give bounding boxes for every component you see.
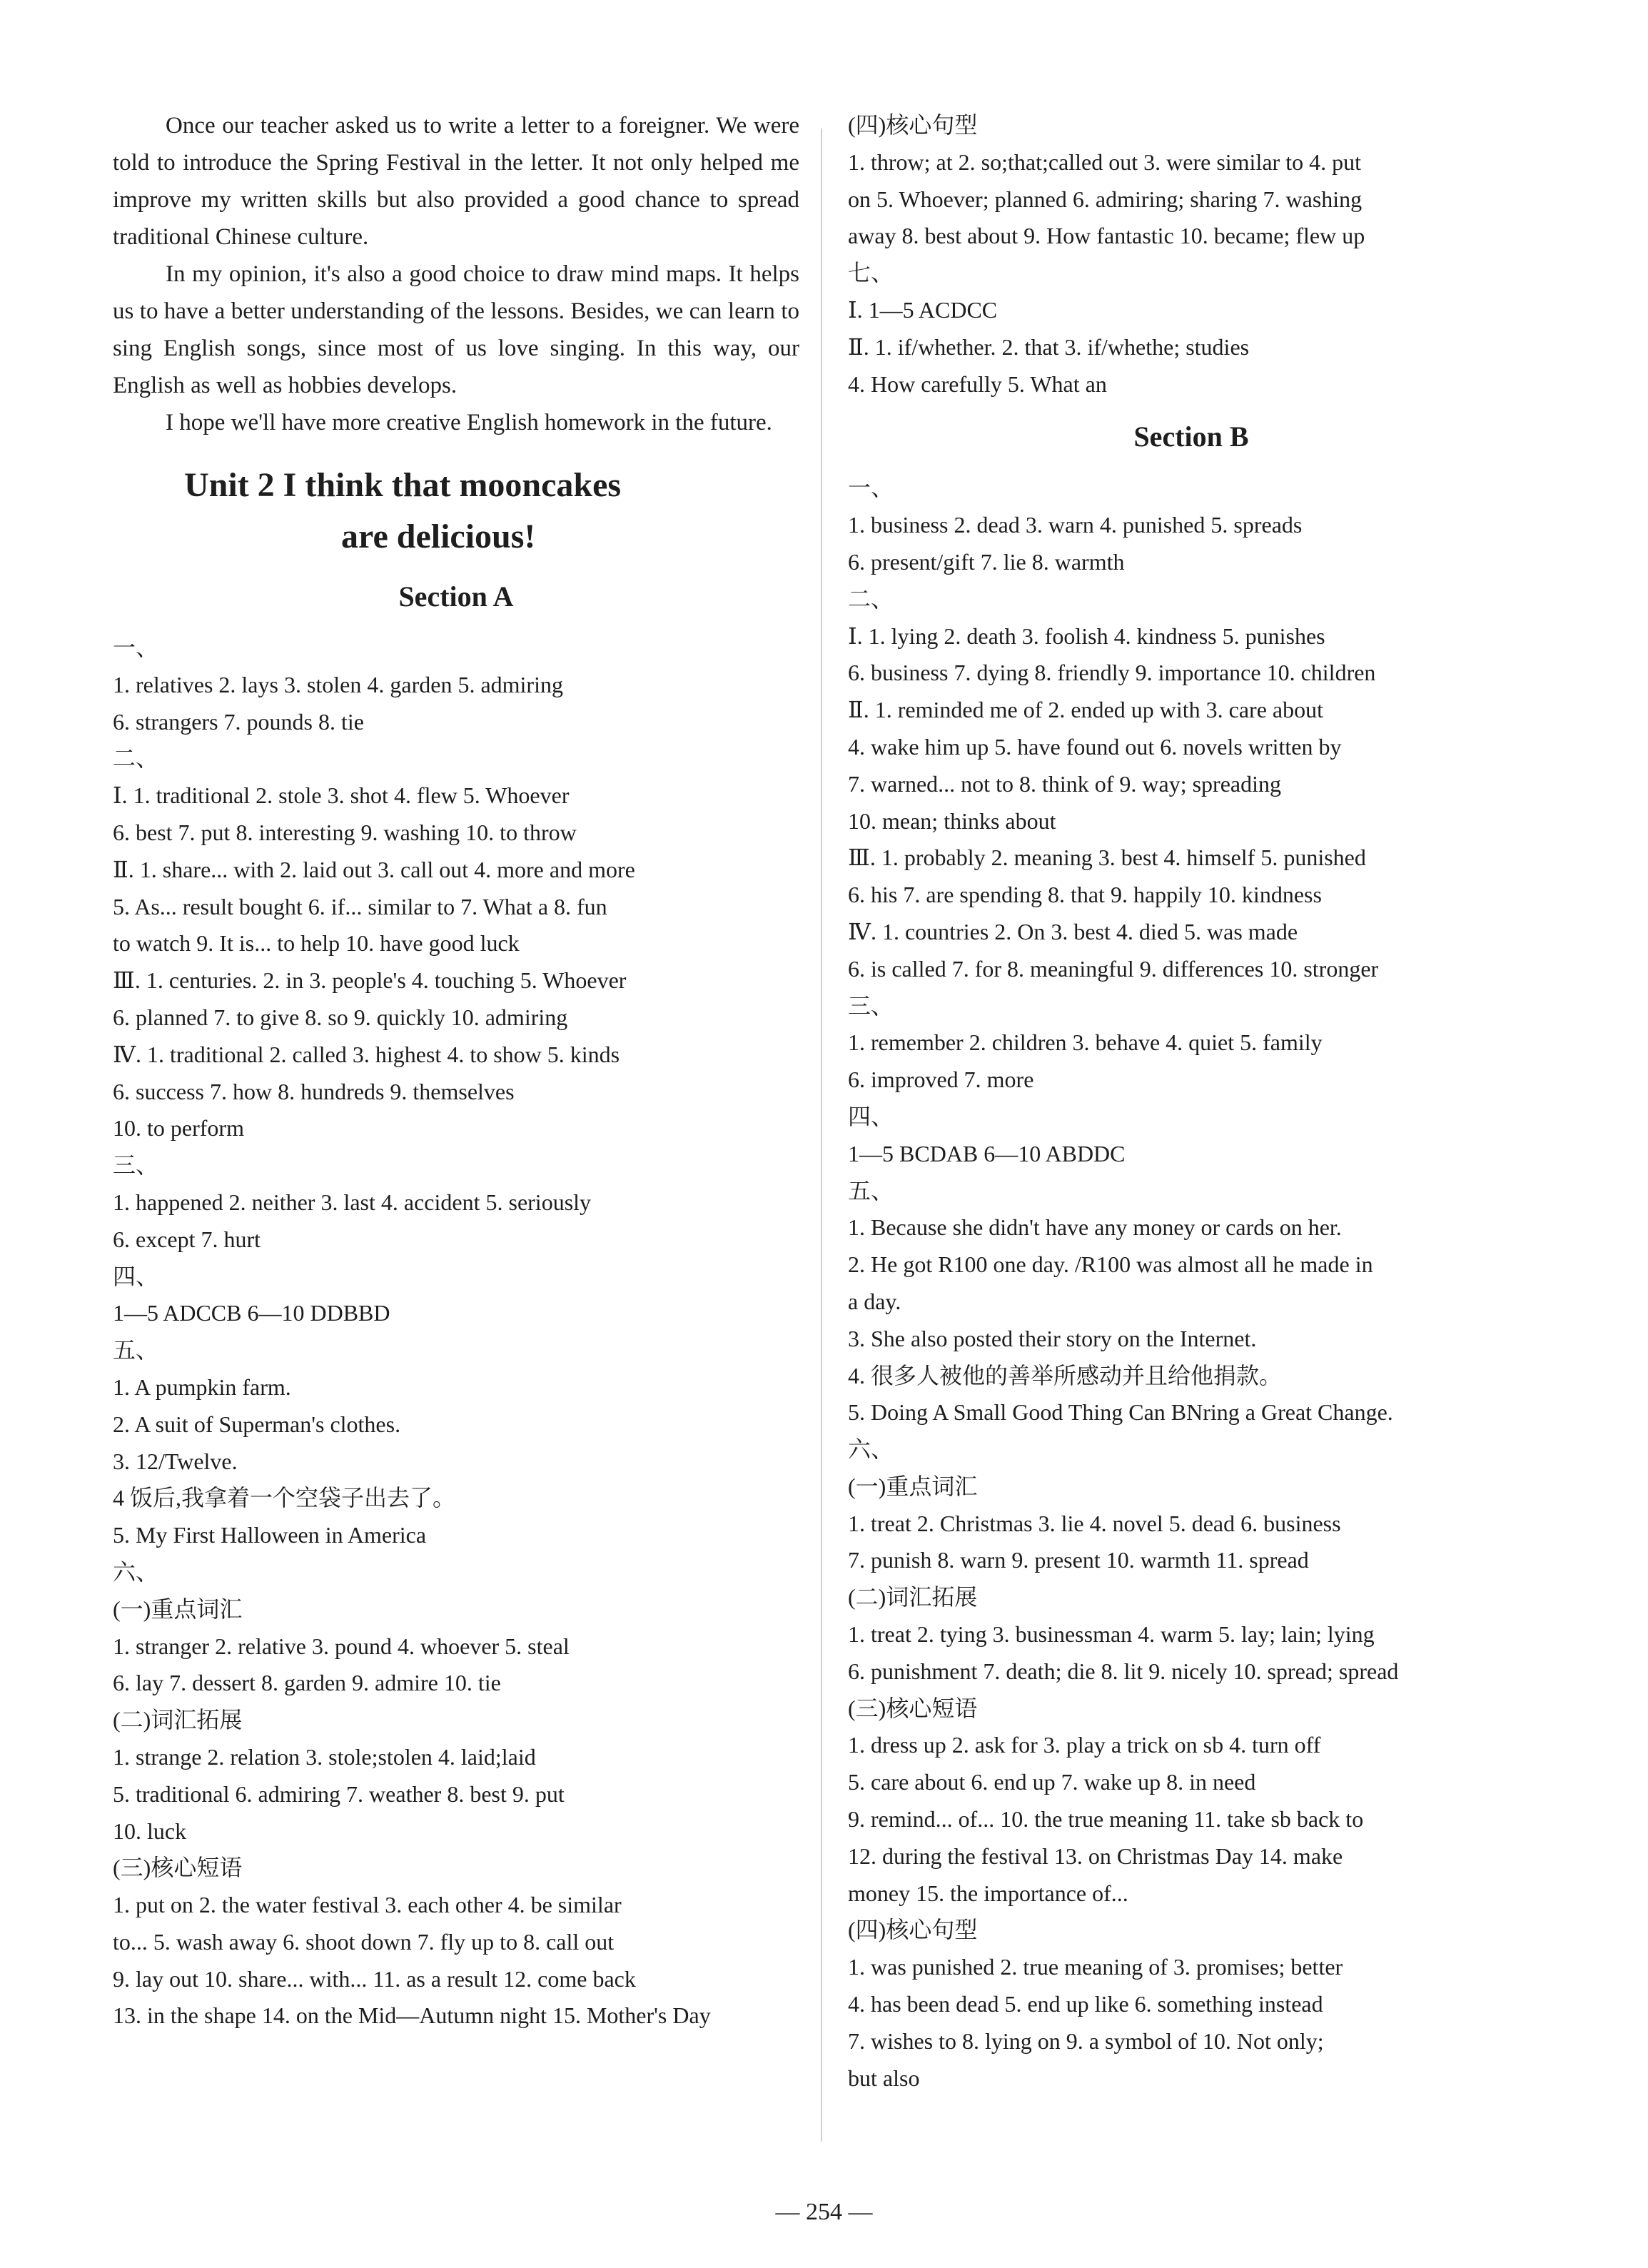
answer-line: (一)重点词汇 bbox=[113, 1596, 243, 1622]
unit-title-line-1: Unit 2 I think that mooncakes bbox=[184, 466, 622, 504]
answer-line: Ⅱ. 1. if/whether. 2. that 3. if/whethe; studies bbox=[848, 333, 1250, 360]
answer-line: 9. remind... of... 10. the true meaning 11. take sb back to bbox=[848, 1806, 1364, 1833]
answer-line: Ⅱ. 1. share... with 2. laid out 3. call out 4. more and more bbox=[113, 856, 635, 882]
answer-line: 三、 bbox=[848, 992, 894, 1019]
answer-line: money 15. the importance of... bbox=[848, 1880, 1128, 1906]
answer-line: 5. care about 6. end up 7. wake up 8. in need bbox=[848, 1769, 1256, 1795]
answer-line: 10. mean; thinks about bbox=[848, 807, 1056, 834]
intro-essay bbox=[113, 107, 799, 441]
answer-line: 9. lay out 10. share... with... 11. as a result 12. come back bbox=[113, 1965, 636, 1992]
answer-line: (一)重点词汇 bbox=[848, 1473, 978, 1499]
answer-line: 1. throw; at 2. so;that;called out 3. were similar to 4. put bbox=[848, 148, 1361, 175]
answer-line: 5. As... result bought 6. if... similar to 7. What a 8. fun bbox=[113, 893, 607, 919]
answer-line: 13. in the shape 14. on the Mid—Autumn night 15. Mother's Day bbox=[113, 2002, 711, 2029]
answer-line: 1. treat 2. Christmas 3. lie 4. novel 5. dead 6. business bbox=[848, 1510, 1341, 1536]
answer-line: 5. traditional 6. admiring 7. weather 8. best 9. put bbox=[113, 1780, 565, 1807]
answer-line: 6. business 7. dying 8. friendly 9. importance 10. children bbox=[848, 660, 1376, 686]
answer-line: 7. warned... not to 8. think of 9. way; spreading bbox=[848, 770, 1281, 797]
answer-line: 二、 bbox=[113, 745, 159, 772]
answer-line: 六、 bbox=[848, 1436, 894, 1463]
answer-line: 四、 bbox=[848, 1103, 894, 1129]
answer-line: Ⅰ. 1. lying 2. death 3. foolish 4. kindness 5. punishes bbox=[848, 623, 1325, 649]
answer-line: 1. happened 2. neither 3. last 4. accident 5. seriously bbox=[113, 1189, 592, 1215]
answer-line: Ⅰ. 1. traditional 2. stole 3. shot 4. flew 5. Whoever bbox=[113, 782, 570, 809]
answer-line: 10. to perform bbox=[113, 1115, 244, 1141]
unit-title bbox=[113, 460, 799, 563]
answer-line: (二)词汇拓展 bbox=[848, 1584, 978, 1611]
column-divider bbox=[821, 128, 822, 2142]
section-b-answers bbox=[848, 470, 1535, 2097]
essay-paragraph-3: I hope we'll have more creative English homework in the future. bbox=[166, 410, 772, 435]
answer-line: 五、 bbox=[848, 1177, 894, 1204]
answer-line: 6. strangers 7. pounds 8. tie bbox=[113, 708, 364, 735]
answer-line: Ⅰ. 1—5 ACDCC bbox=[848, 296, 998, 323]
answer-line: 1. Because she didn't have any money or cards on her. bbox=[848, 1214, 1342, 1241]
answer-line: 4. How carefully 5. What an bbox=[848, 371, 1107, 397]
answer-line: 6. lay 7. dessert 8. garden 9. admire 10. tie bbox=[113, 1670, 501, 1696]
answer-line: (四)核心句型 bbox=[848, 1917, 978, 1943]
answer-line: 1. remember 2. children 3. behave 4. quiet 5. family bbox=[848, 1029, 1323, 1056]
answer-line: 6. except 7. hurt bbox=[113, 1226, 261, 1252]
answer-line: 1. A pumpkin farm. bbox=[113, 1374, 291, 1400]
answer-line: 1. put on 2. the water festival 3. each other 4. be similar bbox=[113, 1892, 622, 1918]
answer-line: 6. best 7. put 8. interesting 9. washing 10. to throw bbox=[113, 819, 577, 845]
answer-line: (二)词汇拓展 bbox=[113, 1707, 243, 1733]
answer-line: 1. business 2. dead 3. warn 4. punished 5. spreads bbox=[848, 512, 1303, 538]
answer-line: 6. is called 7. for 8. meaningful 9. differences 10. stronger bbox=[848, 955, 1379, 982]
answer-line: but also bbox=[848, 2065, 920, 2091]
answer-line: 1. was punished 2. true meaning of 3. promises; better bbox=[848, 1954, 1343, 1980]
answer-line: on 5. Whoever; planned 6. admiring; sharing 7. washing bbox=[848, 186, 1363, 212]
answer-line: 2. He got R100 one day. /R100 was almost all he made in bbox=[848, 1251, 1373, 1278]
answer-line: 4. has been dead 5. end up like 6. something instead bbox=[848, 1991, 1323, 2017]
answer-line: 6. success 7. how 8. hundreds 9. themselves bbox=[113, 1078, 515, 1104]
answer-line: (三)核心短语 bbox=[113, 1855, 243, 1881]
answer-line: 4. 很多人被他的善举所感动并且给他捐款。 bbox=[848, 1362, 1283, 1388]
answer-line: (三)核心短语 bbox=[848, 1695, 978, 1721]
answer-line: 1—5 ADCCB 6—10 DDBBD bbox=[113, 1300, 390, 1326]
answer-line: 6. present/gift 7. lie 8. warmth bbox=[848, 548, 1125, 575]
unit-title-line-2: are delicious! bbox=[341, 518, 536, 555]
answer-line: 二、 bbox=[848, 585, 894, 612]
answer-line: Ⅱ. 1. reminded me of 2. ended up with 3. care about bbox=[848, 697, 1323, 723]
answer-line: 6. planned 7. to give 8. so 9. quickly 10. admiring bbox=[113, 1004, 568, 1030]
answer-line: 七、 bbox=[848, 260, 894, 286]
right-column bbox=[848, 107, 1535, 2097]
answer-line: a day. bbox=[848, 1288, 901, 1314]
answer-line: 6. his 7. are spending 8. that 9. happily 10. kindness bbox=[848, 882, 1322, 908]
answer-line: 五、 bbox=[113, 1337, 159, 1364]
answer-line: 1. treat 2. tying 3. businessman 4. warm 5. lay; lain; lying bbox=[848, 1621, 1375, 1648]
answer-line: 2. A suit of Superman's clothes. bbox=[113, 1411, 401, 1437]
answer-line: 一、 bbox=[113, 635, 159, 660]
answer-line: Ⅳ. 1. countries 2. On 3. best 4. died 5. was made bbox=[848, 918, 1298, 944]
answer-line: Ⅲ. 1. centuries. 2. in 3. people's 4. touching 5. Whoever bbox=[113, 967, 627, 994]
page-number: — 254 — bbox=[775, 2199, 873, 2225]
answer-line: 四、 bbox=[113, 1263, 159, 1289]
answer-line: 4 饭后,我拿着一个空袋子出去了。 bbox=[113, 1485, 456, 1511]
left-column bbox=[113, 107, 799, 2035]
answer-line: 三、 bbox=[113, 1152, 159, 1179]
section-a-title: Section A bbox=[398, 580, 514, 613]
answer-line: 1. stranger 2. relative 3. pound 4. whoever 5. steal bbox=[113, 1633, 570, 1659]
answer-line: 5. My First Halloween in America bbox=[113, 1522, 427, 1548]
answer-line: 一、 bbox=[848, 475, 894, 501]
answer-line: (四)核心句型 bbox=[848, 112, 978, 138]
answer-line: 10. luck bbox=[113, 1818, 187, 1844]
answer-line: 1. strange 2. relation 3. stole;stolen 4. laid;laid bbox=[113, 1743, 536, 1770]
answer-line: 12. during the festival 13. on Christmas Day 14. make bbox=[848, 1843, 1343, 1869]
answer-line: Ⅳ. 1. traditional 2. called 3. highest 4. to show 5. kinds bbox=[113, 1041, 620, 1067]
answer-line: 7. wishes to 8. lying on 9. a symbol of 10. Not only; bbox=[848, 2027, 1324, 2054]
answer-line: away 8. best about 9. How fantastic 10. became; flew up bbox=[848, 223, 1365, 249]
answer-line: 6. improved 7. more bbox=[848, 1067, 1034, 1093]
answer-line: 六、 bbox=[113, 1558, 159, 1585]
answer-line: 1. dress up 2. ask for 3. play a trick on sb 4. turn off bbox=[848, 1732, 1321, 1758]
answer-line: 1. relatives 2. lays 3. stolen 4. garden 5. admiring bbox=[113, 671, 563, 697]
section-b-title: Section B bbox=[1133, 420, 1249, 453]
section-a-answers bbox=[113, 630, 799, 2035]
essay-paragraph-1: Once our teacher asked us to write a letter to a foreigner. We were told to introduce the Spring Festival in the letter. It not only helped me improve my written skills but also provided a good chance to spread traditional Chinese culture. bbox=[113, 113, 799, 250]
answer-line: Ⅲ. 1. probably 2. meaning 3. best 4. himself 5. punished bbox=[848, 845, 1366, 871]
answer-line: 6. punishment 7. death; die 8. lit 9. nicely 10. spread; spread bbox=[848, 1658, 1399, 1684]
answer-line: 3. 12/Twelve. bbox=[113, 1448, 238, 1474]
essay-paragraph-2: In my opinion, it's also a good choice to draw mind maps. It helps us to have a better understanding of the lessons. Besides, we can learn to sing English songs, since most of us love singing. In this way, our English as well as hobbies develops. bbox=[113, 261, 799, 398]
answer-line: to... 5. wash away 6. shoot down 7. fly up to 8. call out bbox=[113, 1928, 615, 1955]
answer-line: to watch 9. It is... to help 10. have good luck bbox=[113, 930, 520, 957]
answer-line: 5. Doing A Small Good Thing Can BNring a Great Change. bbox=[848, 1399, 1393, 1426]
answer-line: 3. She also posted their story on the Internet. bbox=[848, 1325, 1257, 1351]
answer-line: 1—5 BCDAB 6—10 ABDDC bbox=[848, 1140, 1126, 1166]
section-a-continued-answers bbox=[848, 107, 1535, 403]
answer-line: 7. punish 8. warn 9. present 10. warmth 11. spread bbox=[848, 1547, 1309, 1573]
answer-line: 4. wake him up 5. have found out 6. novels written by bbox=[848, 733, 1342, 760]
